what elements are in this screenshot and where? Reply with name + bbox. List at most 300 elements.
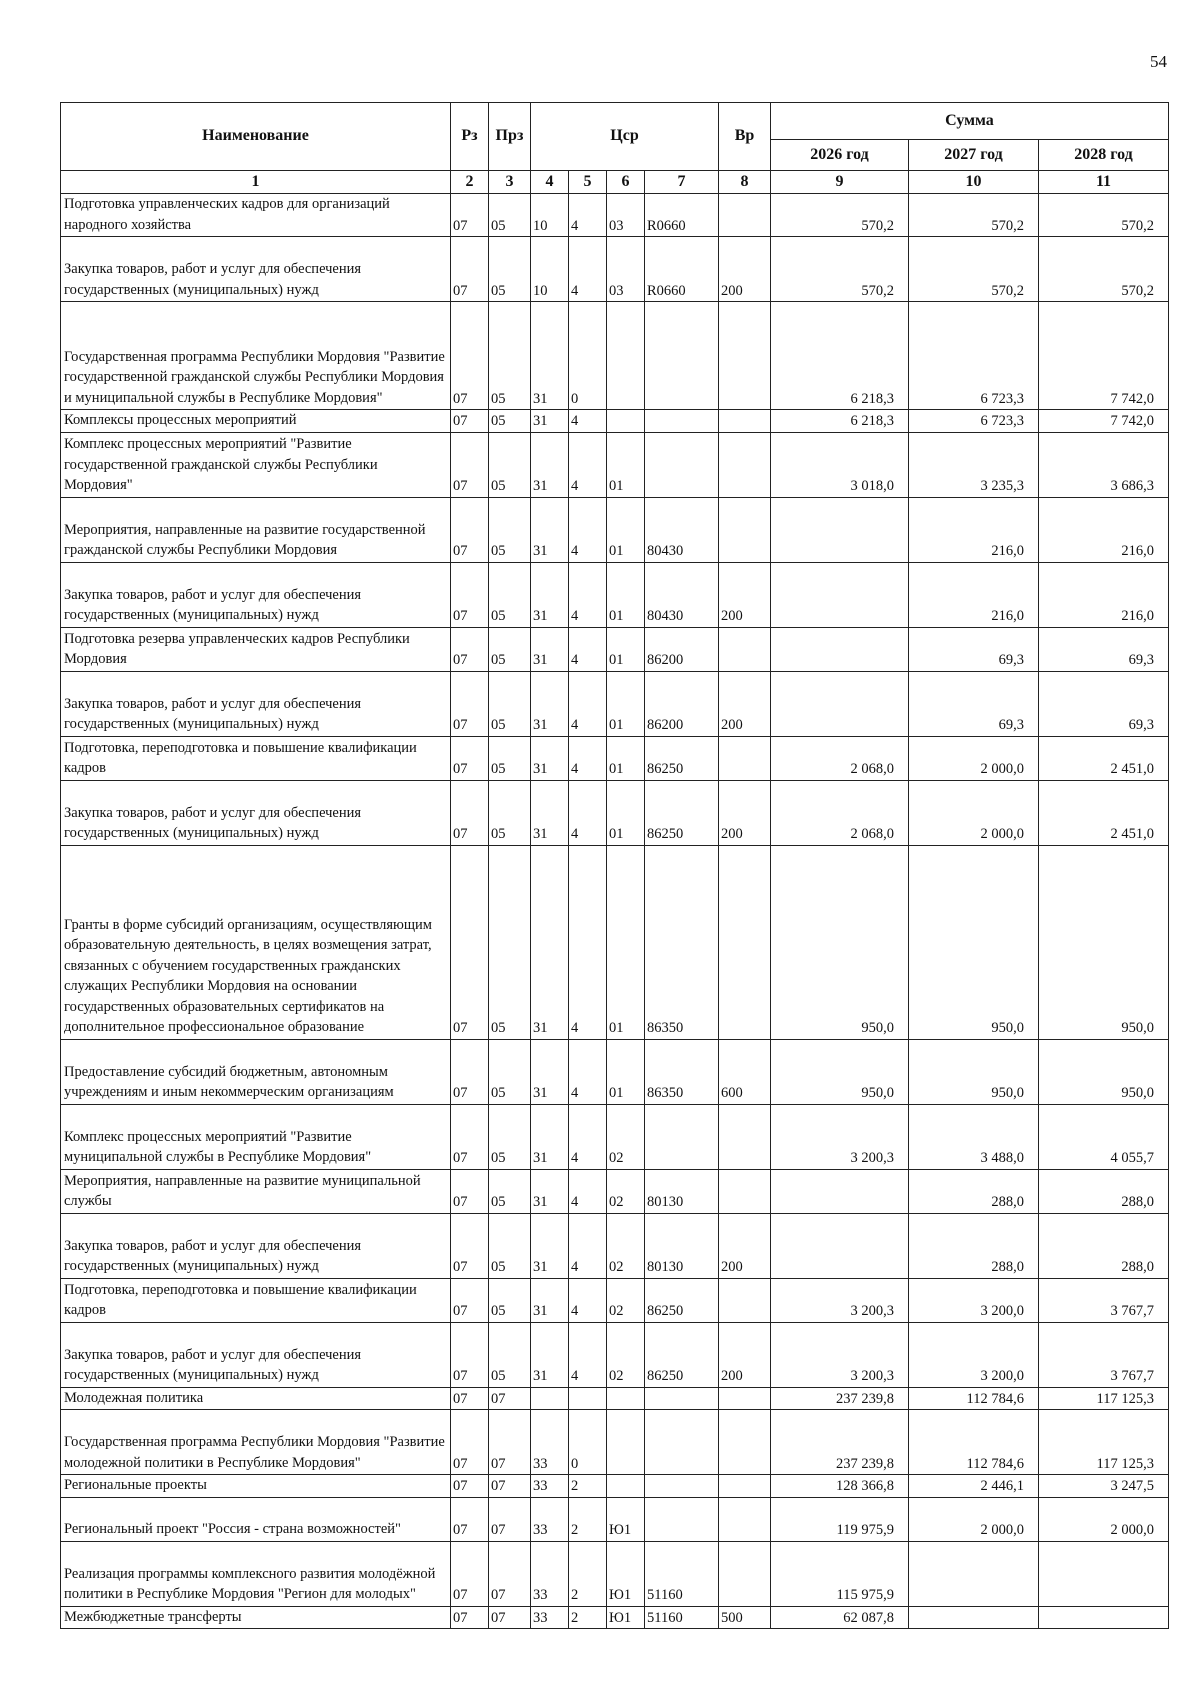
vr-code: [719, 627, 771, 671]
row-name: Закупка товаров, работ и услуг для обеспечения государственных (муниципальных) нужд: [61, 671, 451, 736]
prz-code: 05: [489, 194, 531, 237]
csr-program: 31: [531, 1322, 569, 1387]
rz-code: 07: [451, 432, 489, 497]
row-name: Молодежная политика: [61, 1387, 451, 1410]
csr-direction: [645, 432, 719, 497]
sum-2028: 7 742,0: [1039, 302, 1169, 410]
csr-program: 10: [531, 194, 569, 237]
csr-structure: 01: [607, 562, 645, 627]
table-row: [61, 1213, 1169, 1278]
rz-code: 07: [451, 1410, 489, 1475]
sum-2026: 115 975,9: [771, 1541, 909, 1606]
header-vr: Вр: [719, 103, 771, 171]
column-number: 3: [489, 171, 531, 194]
prz-code: 07: [489, 1541, 531, 1606]
csr-structure: 03: [607, 194, 645, 237]
rz-code: 07: [451, 845, 489, 1039]
table-row: [61, 671, 1169, 736]
vr-code: [719, 1104, 771, 1169]
row-name: Региональные проекты: [61, 1475, 451, 1498]
csr-type: [569, 1387, 607, 1410]
row-name: Мероприятия, направленные на развитие муниципальной службы: [61, 1169, 451, 1213]
header-year-2027: 2027 год: [909, 140, 1039, 171]
csr-direction: 80130: [645, 1213, 719, 1278]
vr-code: 200: [719, 780, 771, 845]
sum-2028: 570,2: [1039, 194, 1169, 237]
csr-program: 33: [531, 1541, 569, 1606]
vr-code: [719, 194, 771, 237]
row-name: Закупка товаров, работ и услуг для обеспечения государственных (муниципальных) нужд: [61, 562, 451, 627]
header-year-2028: 2028 год: [1039, 140, 1169, 171]
csr-program: 31: [531, 562, 569, 627]
rz-code: 07: [451, 194, 489, 237]
csr-direction: 86250: [645, 1322, 719, 1387]
row-name: Подготовка управленческих кадров для организаций народного хозяйства: [61, 194, 451, 237]
csr-type: 0: [569, 1410, 607, 1475]
table-row: [61, 1541, 1169, 1606]
csr-structure: 02: [607, 1322, 645, 1387]
csr-type: 0: [569, 302, 607, 410]
sum-2026: 237 239,8: [771, 1410, 909, 1475]
row-name: Закупка товаров, работ и услуг для обеспечения государственных (муниципальных) нужд: [61, 237, 451, 302]
sum-2027: 216,0: [909, 562, 1039, 627]
csr-type: 4: [569, 1104, 607, 1169]
csr-structure: 02: [607, 1278, 645, 1322]
prz-code: 05: [489, 432, 531, 497]
rz-code: 07: [451, 1387, 489, 1410]
row-name: Комплекс процессных мероприятий "Развитие государственной гражданской службы Республики Мордовия": [61, 432, 451, 497]
csr-type: 4: [569, 780, 607, 845]
vr-code: [719, 1475, 771, 1498]
csr-type: 4: [569, 1213, 607, 1278]
csr-direction: [645, 1387, 719, 1410]
table-row: [61, 562, 1169, 627]
csr-type: 2: [569, 1606, 607, 1629]
header-name: Наименование: [61, 103, 451, 171]
sum-2026: [771, 497, 909, 562]
sum-2027: 570,2: [909, 237, 1039, 302]
table-row: [61, 1169, 1169, 1213]
column-numbers-row: [61, 171, 1169, 194]
csr-type: 4: [569, 671, 607, 736]
rz-code: 07: [451, 1104, 489, 1169]
rz-code: 07: [451, 1606, 489, 1629]
vr-code: [719, 410, 771, 433]
sum-2027: 3 235,3: [909, 432, 1039, 497]
vr-code: [719, 432, 771, 497]
sum-2027: 112 784,6: [909, 1387, 1039, 1410]
rz-code: 07: [451, 1322, 489, 1387]
sum-2026: [771, 627, 909, 671]
csr-structure: 01: [607, 627, 645, 671]
csr-direction: [645, 1475, 719, 1498]
row-name: Подготовка резерва управленческих кадров Республики Мордовия: [61, 627, 451, 671]
csr-type: 4: [569, 1278, 607, 1322]
prz-code: 07: [489, 1606, 531, 1629]
vr-code: 200: [719, 1322, 771, 1387]
csr-structure: 01: [607, 497, 645, 562]
table-row: [61, 194, 1169, 237]
column-number: 1: [61, 171, 451, 194]
table-row: [61, 780, 1169, 845]
prz-code: 07: [489, 1387, 531, 1410]
table-row: [61, 1475, 1169, 1498]
sum-2027: [909, 1606, 1039, 1629]
csr-program: 31: [531, 1278, 569, 1322]
row-name: Гранты в форме субсидий организациям, осуществляющим образовательную деятельность, в целях возмещения затрат, связанных с обучением государственных гражданских служащих Республики Мордовия на основании государственных образовательных сертификатов на дополнительное профессиональное образование: [61, 845, 451, 1039]
sum-2028: 117 125,3: [1039, 1387, 1169, 1410]
sum-2028: 570,2: [1039, 237, 1169, 302]
table-row: [61, 1497, 1169, 1541]
sum-2026: 570,2: [771, 237, 909, 302]
sum-2026: 62 087,8: [771, 1606, 909, 1629]
header-csr: Цср: [531, 103, 719, 171]
csr-direction: 80430: [645, 562, 719, 627]
sum-2026: 2 068,0: [771, 780, 909, 845]
sum-2028: 3 686,3: [1039, 432, 1169, 497]
sum-2026: 570,2: [771, 194, 909, 237]
sum-2028: 2 451,0: [1039, 736, 1169, 780]
csr-type: 4: [569, 497, 607, 562]
sum-2027: 288,0: [909, 1169, 1039, 1213]
prz-code: 05: [489, 410, 531, 433]
csr-direction: 86200: [645, 671, 719, 736]
sum-2026: [771, 562, 909, 627]
sum-2027: 216,0: [909, 497, 1039, 562]
csr-program: 10: [531, 237, 569, 302]
prz-code: 07: [489, 1410, 531, 1475]
sum-2028: 950,0: [1039, 1039, 1169, 1104]
sum-2028: 69,3: [1039, 671, 1169, 736]
sum-2028: 216,0: [1039, 497, 1169, 562]
prz-code: 05: [489, 497, 531, 562]
sum-2027: 2 000,0: [909, 1497, 1039, 1541]
vr-code: 200: [719, 237, 771, 302]
prz-code: 05: [489, 1213, 531, 1278]
prz-code: 05: [489, 237, 531, 302]
sum-2027: 288,0: [909, 1213, 1039, 1278]
csr-direction: 86250: [645, 736, 719, 780]
prz-code: 05: [489, 627, 531, 671]
prz-code: 05: [489, 671, 531, 736]
vr-code: [719, 845, 771, 1039]
csr-program: 31: [531, 410, 569, 433]
prz-code: 05: [489, 1104, 531, 1169]
sum-2028: 288,0: [1039, 1213, 1169, 1278]
csr-program: 31: [531, 780, 569, 845]
row-name: Региональный проект "Россия - страна возможностей": [61, 1497, 451, 1541]
sum-2027: 3 200,0: [909, 1278, 1039, 1322]
csr-direction: 80430: [645, 497, 719, 562]
prz-code: 05: [489, 1039, 531, 1104]
csr-program: 31: [531, 497, 569, 562]
csr-type: 4: [569, 410, 607, 433]
prz-code: 05: [489, 1169, 531, 1213]
csr-direction: [645, 410, 719, 433]
csr-structure: [607, 1387, 645, 1410]
sum-2027: 3 200,0: [909, 1322, 1039, 1387]
sum-2026: 6 218,3: [771, 302, 909, 410]
csr-program: 31: [531, 1169, 569, 1213]
csr-type: 4: [569, 194, 607, 237]
csr-program: 31: [531, 1213, 569, 1278]
csr-structure: 01: [607, 736, 645, 780]
csr-program: 33: [531, 1497, 569, 1541]
column-number: 11: [1039, 171, 1169, 194]
csr-structure: 01: [607, 671, 645, 736]
csr-program: 31: [531, 432, 569, 497]
sum-2027: 69,3: [909, 671, 1039, 736]
rz-code: 07: [451, 1475, 489, 1498]
table-row: [61, 1410, 1169, 1475]
table-row: [61, 1104, 1169, 1169]
sum-2027: [909, 1541, 1039, 1606]
vr-code: 200: [719, 562, 771, 627]
vr-code: 600: [719, 1039, 771, 1104]
csr-structure: Ю1: [607, 1497, 645, 1541]
table-row: [61, 1278, 1169, 1322]
rz-code: 07: [451, 780, 489, 845]
header-year-2026: 2026 год: [771, 140, 909, 171]
table-row: [61, 302, 1169, 410]
sum-2027: 6 723,3: [909, 302, 1039, 410]
rz-code: 07: [451, 627, 489, 671]
csr-direction: 86350: [645, 845, 719, 1039]
prz-code: 05: [489, 302, 531, 410]
column-number: 7: [645, 171, 719, 194]
csr-type: 4: [569, 845, 607, 1039]
csr-structure: [607, 410, 645, 433]
row-name: Комплекс процессных мероприятий "Развитие муниципальной службы в Республике Мордовия": [61, 1104, 451, 1169]
csr-program: 31: [531, 1104, 569, 1169]
sum-2026: 237 239,8: [771, 1387, 909, 1410]
table-row: [61, 1387, 1169, 1410]
sum-2028: 4 055,7: [1039, 1104, 1169, 1169]
sum-2026: 2 068,0: [771, 736, 909, 780]
table-row: [61, 497, 1169, 562]
sum-2026: [771, 1169, 909, 1213]
csr-structure: 01: [607, 780, 645, 845]
rz-code: 07: [451, 1497, 489, 1541]
rz-code: 07: [451, 302, 489, 410]
table-row: [61, 410, 1169, 433]
vr-code: [719, 1410, 771, 1475]
sum-2026: [771, 671, 909, 736]
sum-2026: 3 200,3: [771, 1322, 909, 1387]
row-name: Межбюджетные трансферты: [61, 1606, 451, 1629]
csr-structure: 01: [607, 845, 645, 1039]
table-row: [61, 627, 1169, 671]
vr-code: 200: [719, 1213, 771, 1278]
rz-code: 07: [451, 562, 489, 627]
prz-code: 07: [489, 1497, 531, 1541]
rz-code: 07: [451, 1541, 489, 1606]
csr-direction: 86350: [645, 1039, 719, 1104]
csr-structure: 03: [607, 237, 645, 302]
row-name: Закупка товаров, работ и услуг для обеспечения государственных (муниципальных) нужд: [61, 780, 451, 845]
csr-structure: Ю1: [607, 1541, 645, 1606]
vr-code: [719, 302, 771, 410]
rz-code: 07: [451, 497, 489, 562]
sum-2026: 128 366,8: [771, 1475, 909, 1498]
column-number: 2: [451, 171, 489, 194]
sum-2027: 2 446,1: [909, 1475, 1039, 1498]
prz-code: 05: [489, 1278, 531, 1322]
csr-direction: [645, 1497, 719, 1541]
column-number: 9: [771, 171, 909, 194]
csr-program: 33: [531, 1475, 569, 1498]
table-row: [61, 432, 1169, 497]
column-number: 6: [607, 171, 645, 194]
csr-direction: R0660: [645, 194, 719, 237]
sum-2027: 2 000,0: [909, 780, 1039, 845]
csr-program: 33: [531, 1606, 569, 1629]
rz-code: 07: [451, 237, 489, 302]
csr-type: 4: [569, 237, 607, 302]
sum-2026: [771, 1213, 909, 1278]
csr-direction: 51160: [645, 1606, 719, 1629]
row-name: Государственная программа Республики Мордовия "Развитие молодежной политики в Республике Мордовия": [61, 1410, 451, 1475]
vr-code: [719, 497, 771, 562]
sum-2028: 3 767,7: [1039, 1278, 1169, 1322]
sum-2026: 119 975,9: [771, 1497, 909, 1541]
sum-2027: 112 784,6: [909, 1410, 1039, 1475]
csr-type: 2: [569, 1497, 607, 1541]
csr-direction: 86250: [645, 780, 719, 845]
sum-2027: 570,2: [909, 194, 1039, 237]
rz-code: 07: [451, 1169, 489, 1213]
csr-direction: 80130: [645, 1169, 719, 1213]
csr-direction: [645, 1410, 719, 1475]
rz-code: 07: [451, 671, 489, 736]
csr-direction: [645, 1104, 719, 1169]
sum-2027: 3 488,0: [909, 1104, 1039, 1169]
sum-2028: 216,0: [1039, 562, 1169, 627]
vr-code: [719, 1497, 771, 1541]
vr-code: [719, 1169, 771, 1213]
csr-type: 2: [569, 1541, 607, 1606]
sum-2026: 3 200,3: [771, 1278, 909, 1322]
csr-type: 2: [569, 1475, 607, 1498]
csr-structure: 02: [607, 1169, 645, 1213]
csr-type: 4: [569, 1322, 607, 1387]
prz-code: 05: [489, 562, 531, 627]
sum-2028: 2 451,0: [1039, 780, 1169, 845]
sum-2026: 950,0: [771, 845, 909, 1039]
prz-code: 05: [489, 780, 531, 845]
csr-direction: 51160: [645, 1541, 719, 1606]
vr-code: [719, 1278, 771, 1322]
sum-2027: 950,0: [909, 1039, 1039, 1104]
rz-code: 07: [451, 1039, 489, 1104]
table-row: [61, 845, 1169, 1039]
table-row: [61, 1606, 1169, 1629]
sum-2027: 6 723,3: [909, 410, 1039, 433]
csr-structure: 02: [607, 1213, 645, 1278]
sum-2028: 7 742,0: [1039, 410, 1169, 433]
budget-table: [60, 102, 1169, 1629]
csr-structure: 02: [607, 1104, 645, 1169]
table-row: [61, 736, 1169, 780]
row-name: Государственная программа Республики Мордовия "Развитие государственной гражданской службы Республики Мордовия и муниципальной службы в Республике Мордовия": [61, 302, 451, 410]
sum-2026: 950,0: [771, 1039, 909, 1104]
vr-code: [719, 1387, 771, 1410]
table-row: [61, 1039, 1169, 1104]
prz-code: 05: [489, 845, 531, 1039]
prz-code: 07: [489, 1475, 531, 1498]
sum-2028: 3 767,7: [1039, 1322, 1169, 1387]
csr-direction: 86200: [645, 627, 719, 671]
csr-type: 4: [569, 432, 607, 497]
sum-2028: 69,3: [1039, 627, 1169, 671]
csr-program: 31: [531, 845, 569, 1039]
sum-2028: 3 247,5: [1039, 1475, 1169, 1498]
row-name: Закупка товаров, работ и услуг для обеспечения государственных (муниципальных) нужд: [61, 1322, 451, 1387]
header-sum: Сумма: [771, 103, 1169, 140]
vr-code: [719, 736, 771, 780]
sum-2027: 2 000,0: [909, 736, 1039, 780]
row-name: Подготовка, переподготовка и повышение квалификации кадров: [61, 736, 451, 780]
row-name: Комплексы процессных мероприятий: [61, 410, 451, 433]
row-name: Мероприятия, направленные на развитие государственной гражданской службы Республики Мордовия: [61, 497, 451, 562]
table-row: [61, 1322, 1169, 1387]
header-rz: Рз: [451, 103, 489, 171]
sum-2028: [1039, 1606, 1169, 1629]
csr-type: 4: [569, 736, 607, 780]
csr-direction: 86250: [645, 1278, 719, 1322]
vr-code: [719, 1541, 771, 1606]
csr-program: [531, 1387, 569, 1410]
csr-program: 31: [531, 302, 569, 410]
sum-2026: 3 200,3: [771, 1104, 909, 1169]
csr-structure: [607, 1410, 645, 1475]
csr-structure: 01: [607, 1039, 645, 1104]
csr-type: 4: [569, 627, 607, 671]
prz-code: 05: [489, 1322, 531, 1387]
row-name: Подготовка, переподготовка и повышение квалификации кадров: [61, 1278, 451, 1322]
column-number: 8: [719, 171, 771, 194]
sum-2028: [1039, 1541, 1169, 1606]
sum-2028: 2 000,0: [1039, 1497, 1169, 1541]
column-number: 4: [531, 171, 569, 194]
csr-type: 4: [569, 1039, 607, 1104]
csr-program: 31: [531, 627, 569, 671]
csr-structure: 01: [607, 432, 645, 497]
header-prz: Прз: [489, 103, 531, 171]
table-row: [61, 237, 1169, 302]
csr-program: 31: [531, 736, 569, 780]
column-number: 5: [569, 171, 607, 194]
sum-2026: 6 218,3: [771, 410, 909, 433]
sum-2028: 950,0: [1039, 845, 1169, 1039]
sum-2026: 3 018,0: [771, 432, 909, 497]
row-name: Реализация программы комплексного развития молодёжной политики в Республике Мордовия "Регион для молодых": [61, 1541, 451, 1606]
csr-program: 33: [531, 1410, 569, 1475]
rz-code: 07: [451, 1278, 489, 1322]
csr-program: 31: [531, 671, 569, 736]
sum-2028: 288,0: [1039, 1169, 1169, 1213]
csr-direction: [645, 302, 719, 410]
csr-type: 4: [569, 562, 607, 627]
csr-structure: [607, 302, 645, 410]
row-name: Предоставление субсидий бюджетным, автономным учреждениям и иным некоммерческим организациям: [61, 1039, 451, 1104]
rz-code: 07: [451, 736, 489, 780]
csr-structure: [607, 1475, 645, 1498]
sum-2027: 69,3: [909, 627, 1039, 671]
sum-2028: 117 125,3: [1039, 1410, 1169, 1475]
column-number: 10: [909, 171, 1039, 194]
rz-code: 07: [451, 1213, 489, 1278]
